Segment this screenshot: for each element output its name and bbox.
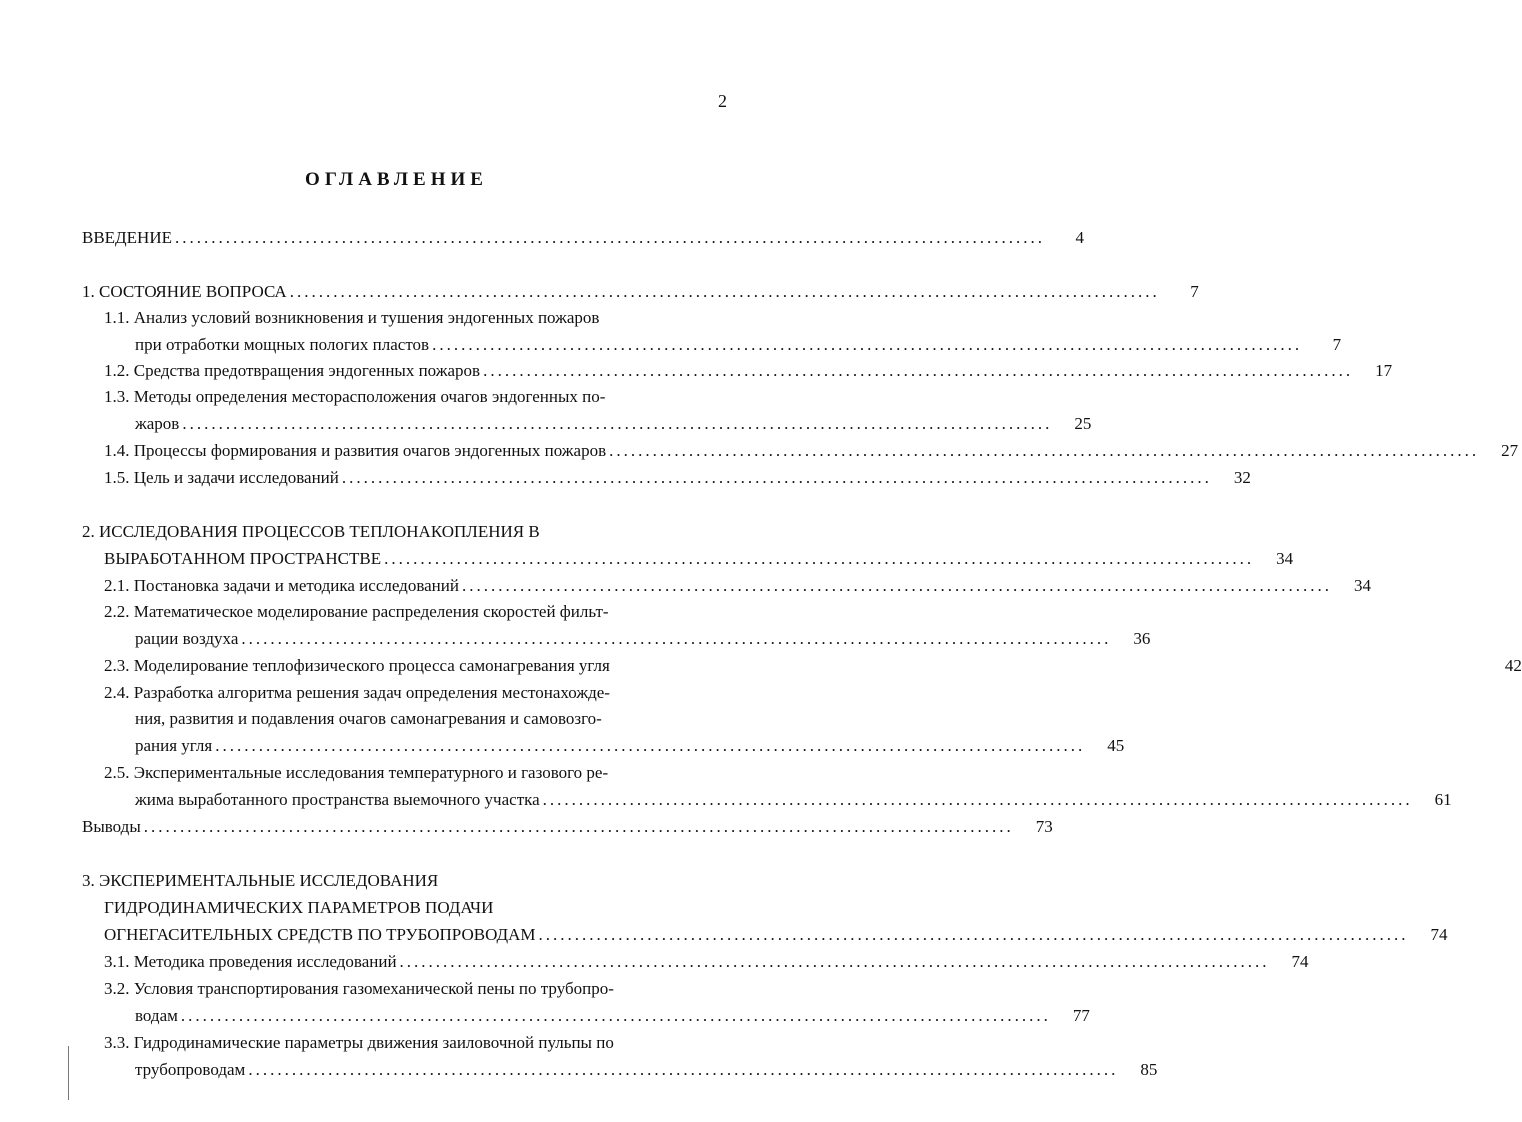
toc-page-number: 34 [1353, 576, 1371, 595]
toc-entry-text: ВВЕДЕНИЕ [82, 228, 172, 247]
toc-page-number: 45 [1107, 736, 1125, 755]
toc-entry-2-3[interactable] [104, 653, 1522, 679]
toc-entry-1-5[interactable] [104, 465, 1251, 491]
toc-entry-2-4[interactable] [135, 733, 1125, 759]
leader-dots: ........................................................................................................................ [432, 335, 1303, 354]
toc-entry-3-3[interactable] [135, 1057, 1158, 1083]
toc-entry-2-4-line2: ния, развития и подавления очагов самонагревания и самовозго- [135, 709, 602, 728]
toc-entry-2-4-line1: 2.4. Разработка алгоритма решения задач определения местонахожде- [104, 683, 610, 702]
toc-entry-text: 3.1. Методика проведения исследований [104, 952, 397, 971]
toc-entry-text: жаров [135, 414, 180, 433]
leader-dots: ........................................................................................................................ [215, 736, 1086, 755]
leader-dots: ........................................................................................................................ [609, 441, 1480, 460]
toc-entry-chapter-3-line1: 3. ЭКСПЕРИМЕНТАЛЬНЫЕ ИССЛЕДОВАНИЯ [82, 871, 439, 890]
toc-entry-text: 1.4. Процессы формирования и развития очагов эндогенных пожаров [104, 441, 607, 460]
toc-page-number: 25 [1074, 414, 1092, 433]
toc-entry-text: рания угля [135, 736, 213, 755]
toc-entry-text: ВЫРАБОТАННОМ ПРОСТРАНСТВЕ [104, 549, 382, 568]
toc-entry-3-2[interactable] [135, 1003, 1090, 1029]
toc-entry-2-2-line1: 2.2. Математическое моделирование распределения скоростей фильт- [104, 602, 609, 621]
toc-entry-2-1[interactable] [104, 573, 1371, 599]
page-title: ОГЛАВЛЕНИЕ [305, 169, 488, 190]
leader-dots: ........................................................................................................................ [384, 549, 1255, 568]
leader-dots: ........................................................................................................................ [399, 952, 1270, 971]
toc-entry-conclusions[interactable] [82, 814, 1053, 840]
toc-entry-chapter-2[interactable] [104, 546, 1294, 572]
toc-page-number: 74 [1291, 952, 1309, 971]
toc-page-number: 42 [1504, 656, 1522, 675]
toc-page-number: 34 [1276, 549, 1294, 568]
toc-entry-text: 1. СОСТОЯНИЕ ВОПРОСА [82, 282, 287, 301]
toc-entry-text: 2.1. Постановка задачи и методика исследований [104, 576, 459, 595]
toc-entry-3-3-line1: 3.3. Гидродинамические параметры движения заиловочной пульпы по [104, 1033, 614, 1052]
leader-dots: ........................................................................................................................ [483, 361, 1354, 380]
leader-dots: ........................................................................................................................ [182, 414, 1053, 433]
toc-entry-text: трубопроводам [135, 1060, 246, 1079]
toc-entry-text: жима выработанного пространства выемочного участка [135, 790, 540, 809]
page-number: 2 [718, 91, 727, 111]
toc-entry-text: 1.5. Цель и задачи исследований [104, 468, 339, 487]
toc-entry-chapter-1[interactable] [82, 279, 1199, 305]
toc-page-number: 61 [1434, 790, 1452, 809]
leader-dots: ........................................................................................................................ [538, 925, 1409, 944]
toc-entry-1-1[interactable] [135, 332, 1342, 358]
toc-entry-1-4[interactable] [104, 438, 1519, 464]
toc-entry-1-3[interactable] [135, 411, 1092, 437]
toc-page-number: 85 [1140, 1060, 1158, 1079]
toc-entry-2-2[interactable] [135, 626, 1151, 652]
toc-page-number: 36 [1133, 629, 1151, 648]
toc-entry-3-1[interactable] [104, 949, 1309, 975]
toc-page-number: 74 [1430, 925, 1448, 944]
toc-entry-text: рации воздуха [135, 629, 239, 648]
toc-entry-intro[interactable] [82, 225, 1084, 251]
toc-entry-2-5-line1: 2.5. Экспериментальные исследования температурного и газового ре- [104, 763, 609, 782]
scan-margin-line [68, 1046, 69, 1100]
toc-entry-text: водам [135, 1006, 178, 1025]
toc-page-number: 7 [1332, 335, 1342, 354]
toc-entry-chapter-3[interactable] [104, 922, 1448, 948]
toc-entry-2-5[interactable] [135, 787, 1452, 813]
toc-page-number: 77 [1072, 1006, 1090, 1025]
leader-dots: ........................................................................................................................ [289, 282, 1160, 301]
toc-entry-text: при отработки мощных пологих пластов [135, 335, 430, 354]
toc-entry-text: 2.3. Моделирование теплофизического процесса самонагревания угля [104, 656, 610, 675]
leader-dots: ........................................................................................................................ [241, 629, 1112, 648]
toc-page-number: 7 [1190, 282, 1199, 301]
leader-dots: ........................................................................................................................ [542, 790, 1413, 809]
leader-dots: ........................................................................................................................ [174, 228, 1045, 247]
toc-entry-text: 1.2. Средства предотвращения эндогенных пожаров [104, 361, 481, 380]
toc-entry-text: ОГНЕГАСИТЕЛЬНЫХ СРЕДСТВ ПО ТРУБОПРОВОДАМ [104, 925, 536, 944]
toc-page-number: 17 [1375, 361, 1393, 380]
toc-entry-chapter-2-line1: 2. ИССЛЕДОВАНИЯ ПРОЦЕССОВ ТЕПЛОНАКОПЛЕНИЯ В [82, 522, 540, 541]
leader-dots: ........................................................................................................................ [180, 1006, 1051, 1025]
toc-entry-text: Выводы [82, 817, 141, 836]
leader-dots: ........................................................................................................................ [341, 468, 1212, 487]
toc-page-number: 73 [1035, 817, 1053, 836]
toc-entry-1-3-line1: 1.3. Методы определения месторасположения очагов эндогенных по- [104, 387, 606, 406]
toc-entry-1-2[interactable] [104, 358, 1393, 384]
leader-dots: ........................................................................................................................ [143, 817, 1014, 836]
toc-entry-1-1-line1: 1.1. Анализ условий возникновения и тушения эндогенных пожаров [104, 308, 600, 327]
toc-page-number: 27 [1501, 441, 1519, 460]
toc-page-number: 32 [1233, 468, 1251, 487]
toc-entry-chapter-3-line2: ГИДРОДИНАМИЧЕСКИХ ПАРАМЕТРОВ ПОДАЧИ [104, 898, 494, 917]
leader-dots: ........................................................................................................................ [461, 576, 1332, 595]
toc-entry-3-2-line1: 3.2. Условия транспортирования газомеханической пены по трубопро- [104, 979, 614, 998]
leader-dots: ........................................................................................................................ [248, 1060, 1119, 1079]
toc-page-number: 4 [1075, 228, 1084, 247]
